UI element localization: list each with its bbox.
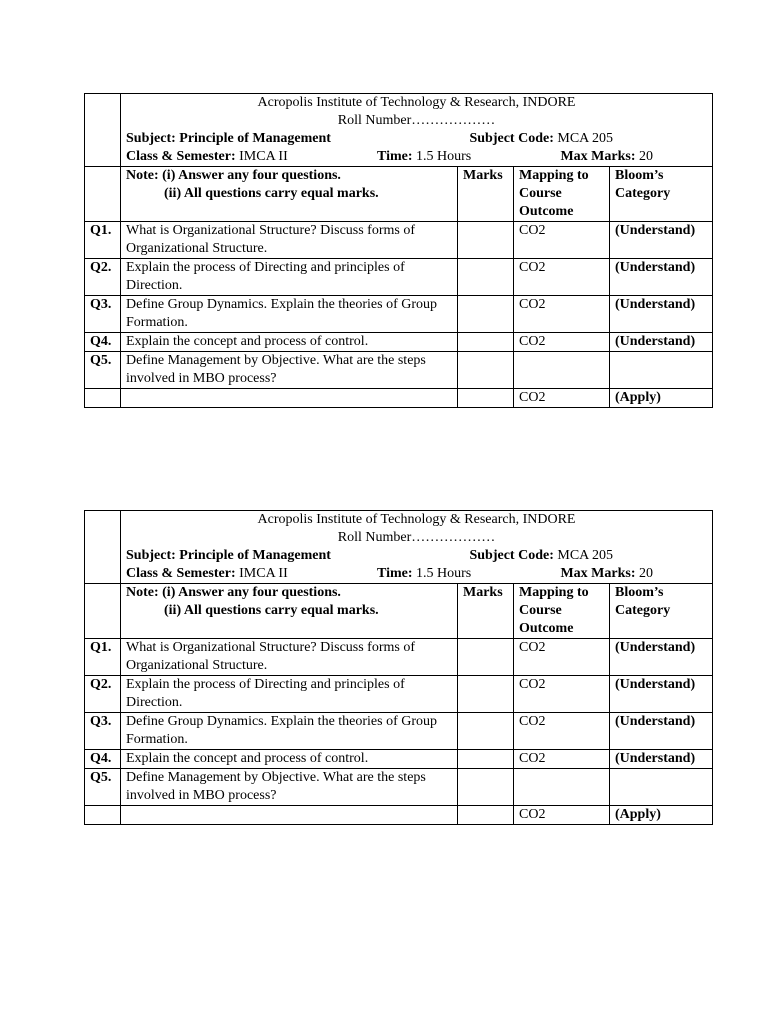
question-text: Explain the process of Directing and principles of Direction. bbox=[121, 259, 458, 296]
question-text: What is Organizational Structure? Discuss forms of Organizational Structure. bbox=[121, 639, 458, 676]
paper-header-row bbox=[85, 94, 713, 167]
time-value: 1.5 Hours bbox=[416, 566, 472, 581]
question-marks bbox=[458, 259, 514, 296]
subject-label: Subject: bbox=[126, 548, 176, 563]
question-number bbox=[85, 806, 121, 825]
question-row bbox=[85, 389, 713, 408]
subject-code-label: Subject Code: bbox=[469, 548, 554, 563]
col-header-blank bbox=[85, 167, 121, 222]
header-blank-cell bbox=[85, 511, 121, 584]
col-header-marks: Marks bbox=[458, 584, 514, 639]
max-marks-label: Max Marks: bbox=[560, 566, 636, 581]
question-marks bbox=[458, 389, 514, 408]
question-number: Q3. bbox=[85, 713, 121, 750]
question-co: CO2 bbox=[514, 750, 610, 769]
question-text: Define Group Dynamics. Explain the theories of Group Formation. bbox=[121, 296, 458, 333]
question-co: CO2 bbox=[514, 639, 610, 676]
question-marks bbox=[458, 769, 514, 806]
question-row bbox=[85, 713, 713, 750]
class-value: IMCA II bbox=[239, 566, 288, 581]
question-co: CO2 bbox=[514, 389, 610, 408]
question-marks bbox=[458, 352, 514, 389]
time-label: Time: bbox=[376, 149, 413, 164]
max-marks-value: 20 bbox=[639, 149, 653, 164]
question-number: Q4. bbox=[85, 750, 121, 769]
time-value: 1.5 Hours bbox=[416, 149, 472, 164]
question-bloom: (Understand) bbox=[610, 296, 713, 333]
question-row bbox=[85, 222, 713, 259]
header-blank-cell bbox=[85, 94, 121, 167]
class-label: Class & Semester: bbox=[126, 566, 236, 581]
col-header-blooms: Bloom’s Category bbox=[610, 167, 713, 222]
column-header-row bbox=[85, 167, 713, 222]
institute-name: Acropolis Institute of Technology & Research, INDORE bbox=[257, 95, 576, 110]
question-row bbox=[85, 352, 713, 389]
question-co: CO2 bbox=[514, 806, 610, 825]
question-row bbox=[85, 333, 713, 352]
question-marks bbox=[458, 296, 514, 333]
question-text: What is Organizational Structure? Discuss forms of Organizational Structure. bbox=[121, 222, 458, 259]
institute-name: Acropolis Institute of Technology & Research, INDORE bbox=[257, 512, 576, 527]
question-paper-2 bbox=[84, 510, 713, 825]
question-bloom: (Understand) bbox=[610, 222, 713, 259]
roll-number: Roll Number……………… bbox=[337, 530, 496, 545]
question-marks bbox=[458, 806, 514, 825]
question-row bbox=[85, 259, 713, 296]
question-number: Q2. bbox=[85, 259, 121, 296]
question-row bbox=[85, 676, 713, 713]
question-text: Define Group Dynamics. Explain the theories of Group Formation. bbox=[121, 713, 458, 750]
question-marks bbox=[458, 713, 514, 750]
question-row bbox=[85, 639, 713, 676]
paper-header bbox=[121, 511, 713, 584]
question-bloom: (Understand) bbox=[610, 333, 713, 352]
question-text: Explain the concept and process of control. bbox=[121, 333, 458, 352]
column-header-row bbox=[85, 584, 713, 639]
max-marks-label: Max Marks: bbox=[560, 149, 636, 164]
question-marks bbox=[458, 639, 514, 676]
question-marks bbox=[458, 676, 514, 713]
note-line-1: Note: (i) Answer any four questions. bbox=[126, 168, 341, 183]
time-label: Time: bbox=[376, 566, 413, 581]
question-bloom: (Understand) bbox=[610, 676, 713, 713]
class-value: IMCA II bbox=[239, 149, 288, 164]
subject-label: Subject: bbox=[126, 131, 176, 146]
question-number: Q5. bbox=[85, 352, 121, 389]
max-marks-value: 20 bbox=[639, 566, 653, 581]
subject-value: Principle of Management bbox=[179, 131, 331, 146]
question-bloom: (Apply) bbox=[610, 389, 713, 408]
col-header-blooms: Bloom’s Category bbox=[610, 584, 713, 639]
question-number: Q1. bbox=[85, 222, 121, 259]
question-co: CO2 bbox=[514, 296, 610, 333]
question-co: CO2 bbox=[514, 333, 610, 352]
instructions-cell bbox=[121, 584, 458, 639]
question-bloom: (Understand) bbox=[610, 713, 713, 750]
question-bloom: (Understand) bbox=[610, 639, 713, 676]
question-marks bbox=[458, 222, 514, 259]
roll-number: Roll Number……………… bbox=[337, 113, 496, 128]
col-header-mapping: Mapping to Course Outcome bbox=[514, 584, 610, 639]
col-header-mapping: Mapping to Course Outcome bbox=[514, 167, 610, 222]
note-line-1: Note: (i) Answer any four questions. bbox=[126, 585, 341, 600]
question-text bbox=[121, 389, 458, 408]
class-label: Class & Semester: bbox=[126, 149, 236, 164]
question-co bbox=[514, 769, 610, 806]
paper-header-row bbox=[85, 511, 713, 584]
question-text: Explain the concept and process of control. bbox=[121, 750, 458, 769]
question-row bbox=[85, 750, 713, 769]
question-number: Q2. bbox=[85, 676, 121, 713]
instructions-cell bbox=[121, 167, 458, 222]
subject-code-label: Subject Code: bbox=[469, 131, 554, 146]
question-number: Q4. bbox=[85, 333, 121, 352]
note-line-2: (ii) All questions carry equal marks. bbox=[164, 603, 379, 618]
question-co bbox=[514, 352, 610, 389]
question-marks bbox=[458, 333, 514, 352]
note-line-2: (ii) All questions carry equal marks. bbox=[164, 186, 379, 201]
question-row bbox=[85, 769, 713, 806]
question-bloom bbox=[610, 769, 713, 806]
question-number: Q1. bbox=[85, 639, 121, 676]
question-co: CO2 bbox=[514, 676, 610, 713]
question-text: Define Management by Objective. What are the steps involved in MBO process? bbox=[121, 352, 458, 389]
subject-code-value: MCA 205 bbox=[557, 131, 613, 146]
question-bloom: (Understand) bbox=[610, 259, 713, 296]
question-text bbox=[121, 806, 458, 825]
question-paper-1 bbox=[84, 93, 713, 408]
question-bloom bbox=[610, 352, 713, 389]
paper-header bbox=[121, 94, 713, 167]
question-number: Q3. bbox=[85, 296, 121, 333]
question-text: Explain the process of Directing and principles of Direction. bbox=[121, 676, 458, 713]
question-row bbox=[85, 806, 713, 825]
question-bloom: (Apply) bbox=[610, 806, 713, 825]
question-row bbox=[85, 296, 713, 333]
col-header-blank bbox=[85, 584, 121, 639]
question-co: CO2 bbox=[514, 222, 610, 259]
question-co: CO2 bbox=[514, 713, 610, 750]
question-number bbox=[85, 389, 121, 408]
col-header-marks: Marks bbox=[458, 167, 514, 222]
question-bloom: (Understand) bbox=[610, 750, 713, 769]
question-number: Q5. bbox=[85, 769, 121, 806]
subject-value: Principle of Management bbox=[179, 548, 331, 563]
subject-code-value: MCA 205 bbox=[557, 548, 613, 563]
question-text: Define Management by Objective. What are the steps involved in MBO process? bbox=[121, 769, 458, 806]
question-co: CO2 bbox=[514, 259, 610, 296]
question-marks bbox=[458, 750, 514, 769]
